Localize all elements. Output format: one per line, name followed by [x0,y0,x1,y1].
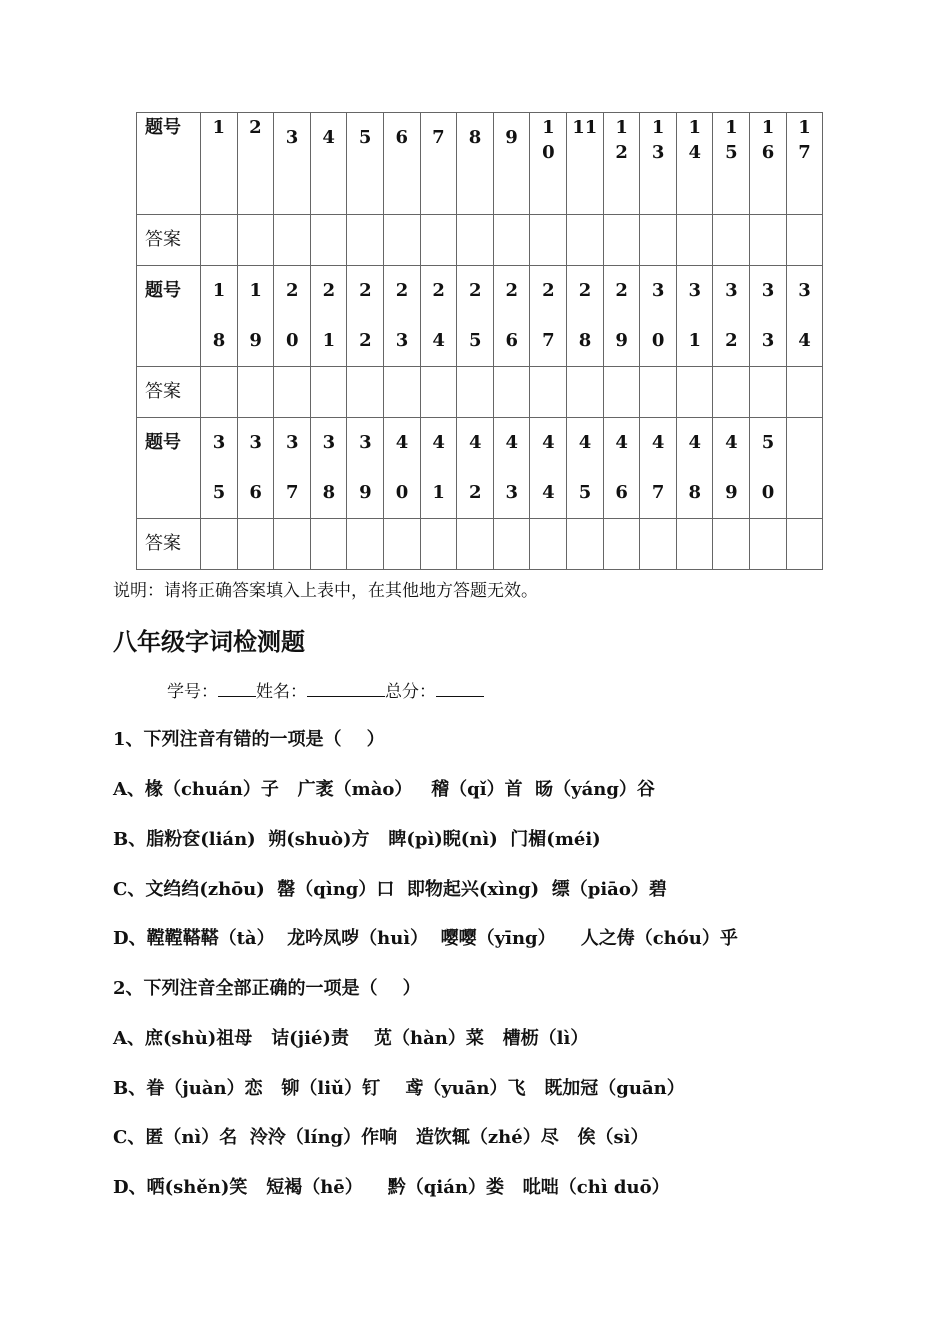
answer-cell[interactable] [347,519,384,570]
answer-cell[interactable] [237,215,274,266]
question-number-cell [457,266,494,367]
question-number-cell [713,113,750,215]
question-number-cell [493,113,530,215]
question-number: 48 [688,432,702,503]
answer-cell[interactable] [237,519,274,570]
answer-cell[interactable] [603,215,640,266]
question-1-option-b: B、脂粉奁(lián) 朔(shuò)方 睥(pì)睨(nì) 门楣(méi) [113,829,601,850]
question-number: 14 [688,117,702,163]
question-number: 2 [249,117,262,138]
question-number-cell [237,418,274,519]
question-number-cell [786,266,823,367]
question-number: 15 [725,117,738,163]
question-number: 40 [395,432,409,503]
instruction-note: 说明：请将正确答案填入上表中，在其他地方答题无效。 [113,581,538,601]
question-number-cell [566,113,603,215]
question-number: 47 [651,432,665,503]
question-number: 38 [322,432,336,503]
answer-cell[interactable] [420,215,457,266]
question-number: 11 [572,117,598,138]
question-number: 6 [395,127,409,148]
answer-cell[interactable] [676,367,713,418]
answer-cell[interactable] [383,367,420,418]
answer-cell[interactable] [201,367,238,418]
question-number: 35 [212,432,226,503]
question-number-row [137,266,823,367]
answer-cell[interactable] [274,367,311,418]
question-number: 16 [761,117,775,163]
question-2-option-a: A、庶(shù)祖母 诘(jié)责 苋（hàn）菜 槽枥（lì） [113,1028,589,1049]
question-number-cell [530,113,567,215]
answer-row [137,519,823,570]
answer-cell[interactable] [640,367,677,418]
question-number-cell [347,418,384,519]
score-blank[interactable] [436,678,484,697]
answer-cell[interactable] [310,367,347,418]
question-number: 24 [432,280,445,351]
question-1-option-c: C、文绉绉(zhōu) 罄（qìng）口 即物起兴(xìng) 缥（piāo）碧 [113,879,667,900]
answer-cell[interactable] [457,519,494,570]
question-number-cell [274,418,311,519]
question-number-cell [310,266,347,367]
question-number: 12 [615,117,628,163]
question-1-option-a: A、椽（chuán）子 广袤（mào） 稽（qǐ）首 旸（yáng）谷 [113,779,655,800]
question-number-cell [640,418,677,519]
answer-cell[interactable] [749,215,786,266]
name-label: 姓名： [256,682,307,702]
question-number: 17 [798,117,811,163]
question-number-cell [420,418,457,519]
question-number: 26 [505,280,519,351]
question-number-cell [383,113,420,215]
answer-cell[interactable] [676,519,713,570]
answer-cell[interactable] [274,215,311,266]
answer-label: 答案 [137,367,201,418]
question-number-cell [566,418,603,519]
answer-table [136,112,823,570]
question-number: 31 [688,280,702,351]
student-no-blank[interactable] [218,678,256,697]
question-number-cell [640,113,677,215]
question-number: 43 [505,432,519,503]
question-number-cell [676,113,713,215]
answer-cell[interactable] [493,519,530,570]
answer-row [137,367,823,418]
question-number-cell [420,113,457,215]
question-number: 33 [761,280,775,351]
question-number: 10 [542,117,555,163]
answer-cell[interactable] [347,367,384,418]
question-number-cell [786,113,823,215]
question-number-cell [237,266,274,367]
question-number: 7 [432,127,445,148]
answer-cell[interactable] [493,367,530,418]
question-number-cell [493,266,530,367]
answer-cell[interactable] [603,367,640,418]
question-number: 41 [432,432,445,503]
answer-cell[interactable] [457,215,494,266]
question-number-cell [530,266,567,367]
answer-cell[interactable] [274,519,311,570]
question-number: 20 [285,280,299,351]
question-number: 21 [322,280,336,351]
question-number-cell [310,418,347,519]
question-number: 9 [505,127,518,148]
answer-cell[interactable] [457,367,494,418]
question-number-cell [201,113,238,215]
question-number-label: 题号 [137,418,201,519]
question-number-cell [383,418,420,519]
question-number: 13 [651,117,665,163]
answer-cell[interactable] [713,519,750,570]
answer-row [137,215,823,266]
question-number: 8 [468,127,482,148]
question-number: 25 [468,280,482,351]
question-number-cell [347,266,384,367]
question-number: 39 [359,432,372,503]
question-number: 1 [212,117,226,138]
answer-cell[interactable] [786,519,823,570]
question-2-stem: 2、下列注音全部正确的一项是（ ） [113,978,421,999]
question-1-option-d: D、鞺鞺鞳鞳（tà） 龙吟凤哕（huì） 嘤嘤（yīng） 人之俦（chóu）乎 [113,928,738,949]
question-number: 44 [542,432,555,503]
answer-cell[interactable] [201,519,238,570]
student-no-label: 学号： [167,682,218,702]
question-number: 5 [358,127,372,148]
question-number: 32 [725,280,738,351]
question-number: 23 [395,280,409,351]
answer-label: 答案 [137,519,201,570]
question-number-cell [493,418,530,519]
question-number-cell [237,113,274,215]
answer-cell[interactable] [566,519,603,570]
question-number: 49 [725,432,738,503]
question-1-stem: 1、下列注音有错的一项是（ ） [113,729,385,750]
question-number-cell [603,418,640,519]
answer-cell[interactable] [493,215,530,266]
question-number: 42 [468,432,482,503]
answer-cell[interactable] [310,215,347,266]
answer-cell[interactable] [420,367,457,418]
question-number: 28 [578,280,592,351]
question-number-cell [201,266,238,367]
question-number: 46 [615,432,628,503]
answer-cell[interactable] [530,519,567,570]
answer-cell[interactable] [640,519,677,570]
question-number: 37 [285,432,299,503]
question-number-label: 题号 [137,266,201,367]
answer-cell[interactable] [530,367,567,418]
question-number: 27 [542,280,555,351]
question-number-cell [749,113,786,215]
question-number-cell [566,266,603,367]
answer-cell[interactable] [566,215,603,266]
page-title: 八年级字词检测题 [113,627,305,656]
question-number: 19 [249,280,262,351]
answer-cell[interactable] [347,215,384,266]
question-number-cell [603,113,640,215]
question-number: 22 [359,280,372,351]
question-number-cell [530,418,567,519]
question-number-label: 题号 [137,113,201,215]
answer-cell[interactable] [603,519,640,570]
question-number-cell [749,266,786,367]
question-number-cell [603,266,640,367]
answer-cell[interactable] [749,519,786,570]
question-number: 30 [651,280,665,351]
answer-cell[interactable] [640,215,677,266]
answer-cell[interactable] [713,215,750,266]
question-number: 50 [761,432,775,503]
question-number-cell [457,418,494,519]
question-number: 3 [285,127,299,148]
question-2-option-b: B、眷（juàn）恋 铆（liǔ）钉 鸢（yuān）飞 既加冠（guān） [113,1078,685,1099]
question-number-cell [457,113,494,215]
question-number-cell [274,266,311,367]
answer-cell[interactable] [420,519,457,570]
answer-cell[interactable] [201,215,238,266]
answer-cell[interactable] [237,367,274,418]
question-number-cell [310,113,347,215]
question-2-option-c: C、匿（nì）名 泠泠（líng）作响 造饮辄（zhé）尽 俟（sì） [113,1127,649,1148]
student-info-line [167,678,484,705]
question-number-cell [347,113,384,215]
answer-label: 答案 [137,215,201,266]
answer-cell[interactable] [713,367,750,418]
answer-cell[interactable] [383,215,420,266]
question-number: 36 [249,432,262,503]
answer-cell[interactable] [676,215,713,266]
question-number: 18 [212,280,226,351]
score-label: 总分： [385,682,436,702]
question-number-cell [676,266,713,367]
question-number-cell [201,418,238,519]
question-number-cell [420,266,457,367]
question-number-cell [676,418,713,519]
answer-cell[interactable] [566,367,603,418]
answer-cell[interactable] [786,215,823,266]
answer-cell[interactable] [530,215,567,266]
question-number-cell [383,266,420,367]
question-number-row [137,418,823,519]
question-number-cell [713,266,750,367]
question-number-cell [274,113,311,215]
question-number-row [137,113,823,215]
question-number-cell [749,418,786,519]
question-2-option-d: D、哂(shěn)笑 短褐（hē） 黔（qián）娄 吡咄（chì duō） [113,1177,670,1198]
answer-cell[interactable] [383,519,420,570]
answer-cell[interactable] [310,519,347,570]
question-number-cell [640,266,677,367]
question-number-cell [713,418,750,519]
question-number: 45 [578,432,592,503]
question-number-cell [786,418,823,519]
question-number: 29 [615,280,628,351]
question-number: 34 [798,280,811,351]
question-number: 4 [322,127,335,148]
answer-cell[interactable] [749,367,786,418]
answer-cell[interactable] [786,367,823,418]
name-blank[interactable] [307,678,385,697]
